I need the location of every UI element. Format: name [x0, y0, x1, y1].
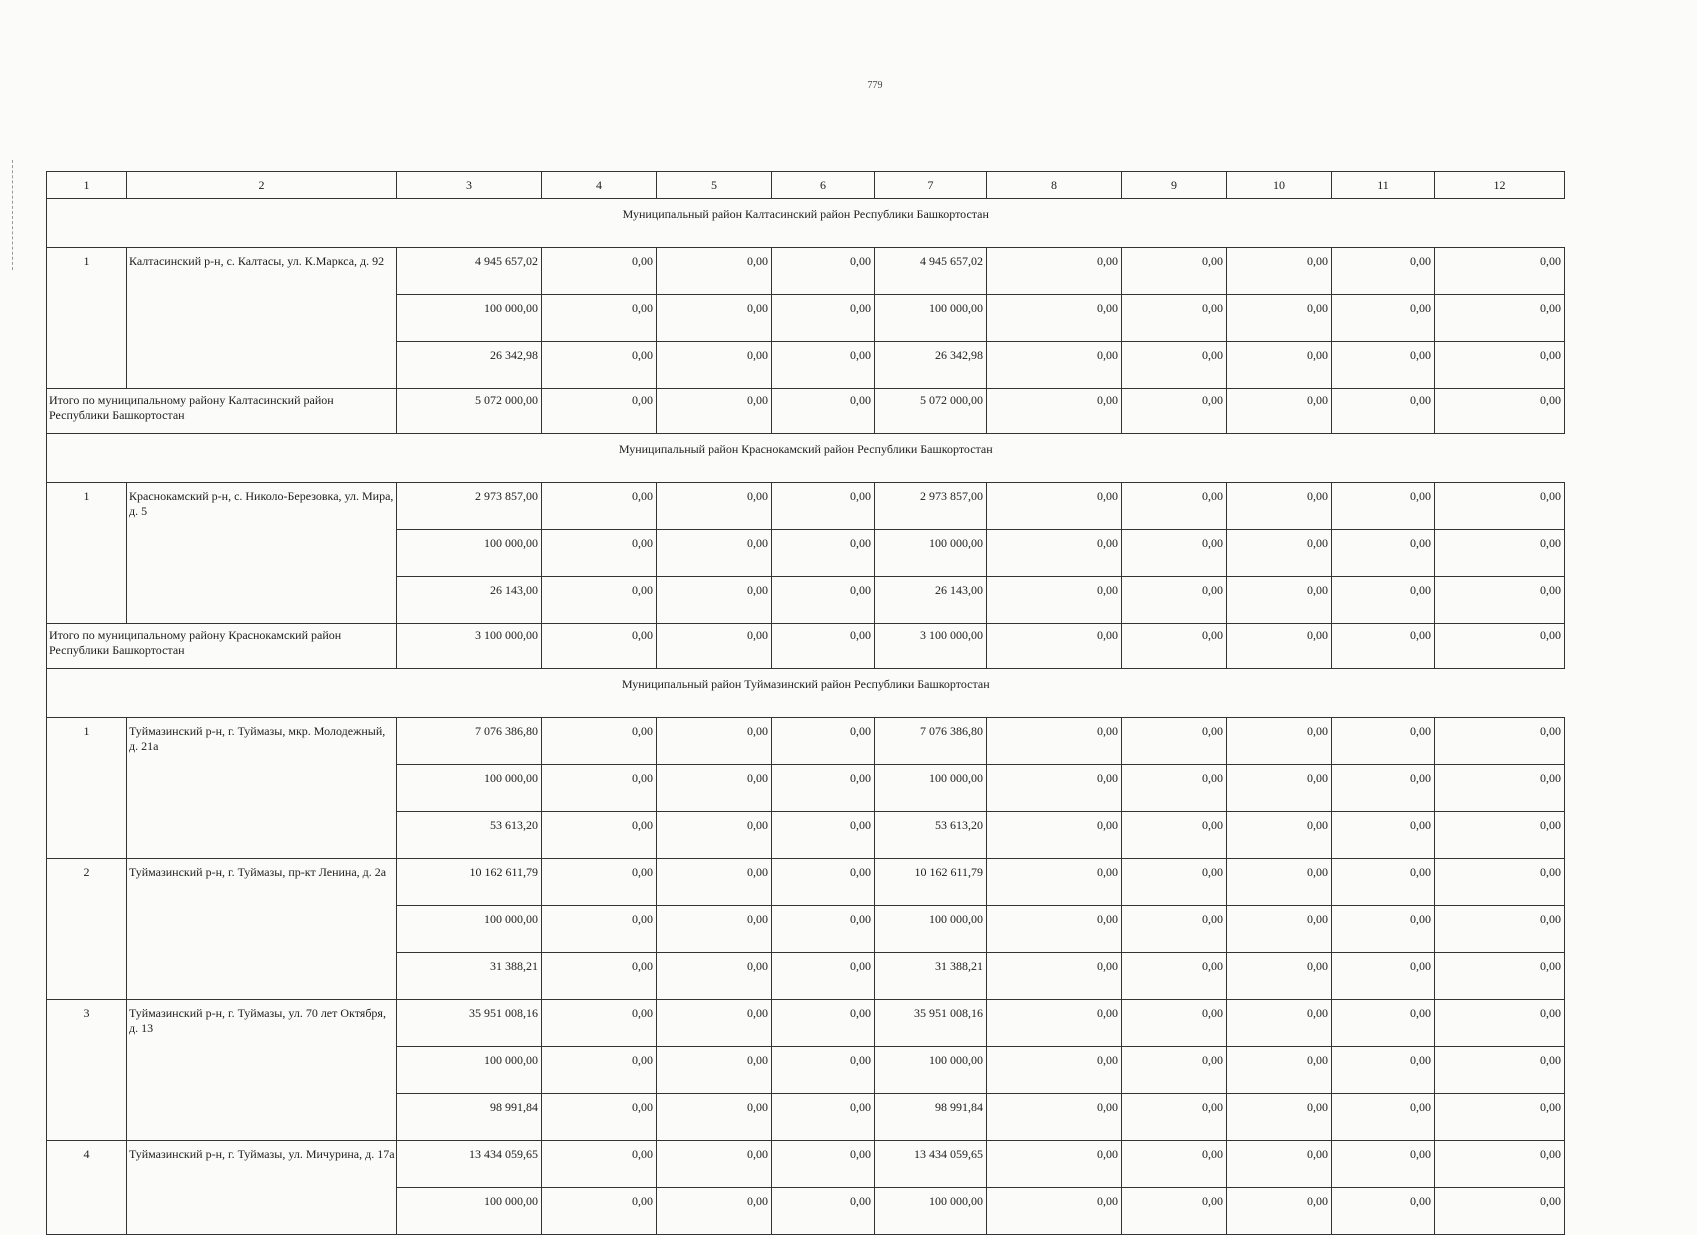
table-body: [47, 172, 1565, 1235]
amount-cell: 100 000,00: [875, 765, 987, 812]
amount-cell: 0,00: [772, 718, 875, 765]
amount-cell: 0,00: [1122, 812, 1227, 859]
amount-cell: 0,00: [987, 483, 1122, 530]
amount-cell: 0,00: [1435, 906, 1565, 953]
amount-cell: 0,00: [1227, 718, 1332, 765]
district-header-row: [47, 199, 1565, 248]
total-amount-cell: 0,00: [1332, 624, 1435, 669]
amount-cell: 13 434 059,65: [397, 1141, 542, 1188]
amount-cell: 0,00: [657, 577, 772, 624]
total-amount-cell: 0,00: [1435, 389, 1565, 434]
amount-cell: 0,00: [772, 248, 875, 295]
amount-cell: 0,00: [772, 765, 875, 812]
amount-cell: 0,00: [1122, 1141, 1227, 1188]
amount-cell: 0,00: [1332, 483, 1435, 530]
amount-cell: 10 162 611,79: [875, 859, 987, 906]
amount-cell: 0,00: [1227, 577, 1332, 624]
amount-cell: 0,00: [1227, 530, 1332, 577]
amount-cell: 0,00: [1435, 530, 1565, 577]
amount-cell: 10 162 611,79: [397, 859, 542, 906]
amount-cell: 31 388,21: [875, 953, 987, 1000]
total-amount-cell: 5 072 000,00: [875, 389, 987, 434]
amount-cell: 0,00: [542, 530, 657, 577]
amount-cell: 2 973 857,00: [397, 483, 542, 530]
object-address: Туймазинский р-н, г. Туймазы, мкр. Молодежный, д. 21а: [127, 718, 397, 859]
amount-cell: 0,00: [657, 483, 772, 530]
column-header: 6: [772, 172, 875, 199]
table-row: [47, 1000, 1565, 1047]
amount-cell: 0,00: [542, 906, 657, 953]
amount-cell: 0,00: [1122, 342, 1227, 389]
amount-cell: 0,00: [657, 953, 772, 1000]
amount-cell: 98 991,84: [875, 1094, 987, 1141]
amount-cell: 0,00: [657, 295, 772, 342]
amount-cell: 0,00: [987, 859, 1122, 906]
budget-table: [46, 171, 1565, 1235]
total-amount-cell: 0,00: [657, 389, 772, 434]
amount-cell: 0,00: [1332, 718, 1435, 765]
amount-cell: 100 000,00: [397, 765, 542, 812]
amount-cell: 0,00: [1122, 953, 1227, 1000]
district-total-row: [47, 389, 1565, 434]
amount-cell: 0,00: [1227, 1094, 1332, 1141]
amount-cell: 0,00: [772, 1047, 875, 1094]
amount-cell: 0,00: [772, 577, 875, 624]
total-amount-cell: 0,00: [1332, 389, 1435, 434]
amount-cell: 0,00: [1332, 1141, 1435, 1188]
amount-cell: 0,00: [1332, 812, 1435, 859]
amount-cell: 0,00: [542, 483, 657, 530]
total-amount-cell: 5 072 000,00: [397, 389, 542, 434]
object-address: Краснокамский р-н, с. Николо-Березовка, ул. Мира, д. 5: [127, 483, 397, 624]
amount-cell: 0,00: [1332, 859, 1435, 906]
amount-cell: 100 000,00: [875, 1047, 987, 1094]
district-header-row: [47, 669, 1565, 718]
amount-cell: 53 613,20: [397, 812, 542, 859]
amount-cell: 0,00: [542, 1000, 657, 1047]
amount-cell: 0,00: [657, 342, 772, 389]
amount-cell: 0,00: [542, 1047, 657, 1094]
amount-cell: 26 342,98: [875, 342, 987, 389]
page-number: 779: [867, 80, 883, 91]
amount-cell: 0,00: [657, 1188, 772, 1235]
amount-cell: 0,00: [1435, 483, 1565, 530]
object-address: Туймазинский р-н, г. Туймазы, пр-кт Ленина, д. 2а: [127, 859, 397, 1000]
amount-cell: 98 991,84: [397, 1094, 542, 1141]
amount-cell: 0,00: [1332, 1188, 1435, 1235]
object-number: 4: [47, 1141, 127, 1235]
amount-cell: 100 000,00: [875, 295, 987, 342]
object-number: 1: [47, 483, 127, 624]
amount-cell: 0,00: [1227, 295, 1332, 342]
amount-cell: 0,00: [657, 718, 772, 765]
amount-cell: 100 000,00: [397, 1188, 542, 1235]
scan-edge-marks: [12, 160, 15, 270]
table-row: [47, 718, 1565, 765]
district-total-label: Итого по муниципальному району Краснокамский район Республики Башкортостан: [47, 624, 397, 669]
amount-cell: 0,00: [772, 812, 875, 859]
amount-cell: 0,00: [772, 859, 875, 906]
amount-cell: 0,00: [542, 248, 657, 295]
column-header: 2: [127, 172, 397, 199]
district-title: Муниципальный район Туймазинский район Республики Башкортостан: [47, 669, 1565, 718]
amount-cell: 0,00: [1332, 530, 1435, 577]
amount-cell: 0,00: [1435, 765, 1565, 812]
table-row: [47, 483, 1565, 530]
amount-cell: 0,00: [1332, 953, 1435, 1000]
object-address: Туймазинский р-н, г. Туймазы, ул. Мичурина, д. 17а: [127, 1141, 397, 1235]
amount-cell: 100 000,00: [397, 906, 542, 953]
amount-cell: 0,00: [542, 859, 657, 906]
amount-cell: 0,00: [1332, 342, 1435, 389]
amount-cell: 0,00: [1227, 765, 1332, 812]
total-amount-cell: 3 100 000,00: [875, 624, 987, 669]
column-header: 5: [657, 172, 772, 199]
column-header: 4: [542, 172, 657, 199]
total-amount-cell: 0,00: [657, 624, 772, 669]
amount-cell: 0,00: [772, 1094, 875, 1141]
district-title: Муниципальный район Краснокамский район Республики Башкортостан: [47, 434, 1565, 483]
amount-cell: 0,00: [772, 530, 875, 577]
amount-cell: 26 143,00: [875, 577, 987, 624]
total-amount-cell: 0,00: [1122, 389, 1227, 434]
amount-cell: 0,00: [1332, 765, 1435, 812]
amount-cell: 0,00: [542, 1141, 657, 1188]
amount-cell: 0,00: [987, 577, 1122, 624]
amount-cell: 0,00: [1227, 342, 1332, 389]
amount-cell: 0,00: [657, 1000, 772, 1047]
total-amount-cell: 0,00: [542, 624, 657, 669]
object-number: 3: [47, 1000, 127, 1141]
column-header: 9: [1122, 172, 1227, 199]
amount-cell: 0,00: [987, 718, 1122, 765]
district-total-label: Итого по муниципальному району Калтасинский район Республики Башкортостан: [47, 389, 397, 434]
amount-cell: 0,00: [657, 248, 772, 295]
amount-cell: 0,00: [987, 906, 1122, 953]
object-number: 1: [47, 248, 127, 389]
district-header-row: [47, 434, 1565, 483]
amount-cell: 0,00: [1435, 1000, 1565, 1047]
amount-cell: 0,00: [1227, 1000, 1332, 1047]
amount-cell: 0,00: [1227, 812, 1332, 859]
amount-cell: 0,00: [1122, 1000, 1227, 1047]
amount-cell: 0,00: [1227, 1047, 1332, 1094]
total-amount-cell: 0,00: [772, 389, 875, 434]
amount-cell: 0,00: [657, 1094, 772, 1141]
amount-cell: 0,00: [1332, 1047, 1435, 1094]
amount-cell: 0,00: [1227, 906, 1332, 953]
amount-cell: 0,00: [772, 906, 875, 953]
amount-cell: 0,00: [1332, 906, 1435, 953]
amount-cell: 0,00: [987, 812, 1122, 859]
total-amount-cell: 0,00: [1227, 389, 1332, 434]
amount-cell: 0,00: [987, 1188, 1122, 1235]
amount-cell: 0,00: [987, 1047, 1122, 1094]
column-header: 8: [987, 172, 1122, 199]
amount-cell: 35 951 008,16: [875, 1000, 987, 1047]
column-header: 7: [875, 172, 987, 199]
amount-cell: 0,00: [657, 812, 772, 859]
amount-cell: 13 434 059,65: [875, 1141, 987, 1188]
table-row: [47, 859, 1565, 906]
total-amount-cell: 0,00: [1435, 624, 1565, 669]
amount-cell: 0,00: [542, 1188, 657, 1235]
amount-cell: 0,00: [1435, 342, 1565, 389]
amount-cell: 0,00: [542, 953, 657, 1000]
amount-cell: 100 000,00: [397, 1047, 542, 1094]
amount-cell: 35 951 008,16: [397, 1000, 542, 1047]
amount-cell: 0,00: [1122, 1094, 1227, 1141]
amount-cell: 2 973 857,00: [875, 483, 987, 530]
column-number-row: [47, 172, 1565, 199]
amount-cell: 0,00: [1122, 718, 1227, 765]
amount-cell: 0,00: [542, 1094, 657, 1141]
object-number: 2: [47, 859, 127, 1000]
amount-cell: 0,00: [772, 1000, 875, 1047]
amount-cell: 31 388,21: [397, 953, 542, 1000]
total-amount-cell: 0,00: [772, 624, 875, 669]
amount-cell: 0,00: [987, 248, 1122, 295]
amount-cell: 53 613,20: [875, 812, 987, 859]
total-amount-cell: 0,00: [1122, 624, 1227, 669]
amount-cell: 0,00: [1122, 295, 1227, 342]
amount-cell: 0,00: [542, 295, 657, 342]
amount-cell: 0,00: [1122, 248, 1227, 295]
amount-cell: 26 143,00: [397, 577, 542, 624]
amount-cell: 0,00: [1122, 483, 1227, 530]
amount-cell: 0,00: [1332, 577, 1435, 624]
amount-cell: 0,00: [1332, 295, 1435, 342]
object-address: Туймазинский р-н, г. Туймазы, ул. 70 лет Октября, д. 13: [127, 1000, 397, 1141]
amount-cell: 0,00: [1122, 530, 1227, 577]
amount-cell: 4 945 657,02: [397, 248, 542, 295]
amount-cell: 0,00: [657, 859, 772, 906]
amount-cell: 0,00: [1435, 812, 1565, 859]
amount-cell: 0,00: [1435, 859, 1565, 906]
amount-cell: 0,00: [1332, 1000, 1435, 1047]
amount-cell: 0,00: [657, 1047, 772, 1094]
total-amount-cell: 0,00: [1227, 624, 1332, 669]
object-number: 1: [47, 718, 127, 859]
amount-cell: 0,00: [1435, 248, 1565, 295]
amount-cell: 0,00: [987, 765, 1122, 812]
amount-cell: 0,00: [772, 483, 875, 530]
amount-cell: 0,00: [772, 953, 875, 1000]
amount-cell: 100 000,00: [397, 530, 542, 577]
amount-cell: 4 945 657,02: [875, 248, 987, 295]
amount-cell: 0,00: [1227, 1188, 1332, 1235]
total-amount-cell: 0,00: [542, 389, 657, 434]
column-header: 1: [47, 172, 127, 199]
amount-cell: 0,00: [987, 295, 1122, 342]
amount-cell: 0,00: [1227, 1141, 1332, 1188]
table-row: [47, 1141, 1565, 1188]
amount-cell: 0,00: [657, 530, 772, 577]
amount-cell: 0,00: [1122, 1047, 1227, 1094]
amount-cell: 26 342,98: [397, 342, 542, 389]
amount-cell: 7 076 386,80: [875, 718, 987, 765]
amount-cell: 0,00: [657, 906, 772, 953]
amount-cell: 0,00: [542, 812, 657, 859]
amount-cell: 0,00: [1122, 765, 1227, 812]
total-amount-cell: 0,00: [987, 389, 1122, 434]
column-header: 12: [1435, 172, 1565, 199]
amount-cell: 0,00: [1435, 577, 1565, 624]
amount-cell: 0,00: [1122, 577, 1227, 624]
amount-cell: 0,00: [772, 1141, 875, 1188]
total-amount-cell: 0,00: [987, 624, 1122, 669]
amount-cell: 0,00: [772, 295, 875, 342]
column-header: 3: [397, 172, 542, 199]
amount-cell: 100 000,00: [875, 530, 987, 577]
amount-cell: 0,00: [1435, 718, 1565, 765]
amount-cell: 0,00: [987, 1000, 1122, 1047]
amount-cell: 0,00: [1227, 483, 1332, 530]
amount-cell: 100 000,00: [397, 295, 542, 342]
amount-cell: 0,00: [1122, 906, 1227, 953]
amount-cell: 0,00: [772, 342, 875, 389]
amount-cell: 0,00: [1435, 295, 1565, 342]
amount-cell: 0,00: [987, 1141, 1122, 1188]
amount-cell: 0,00: [1122, 859, 1227, 906]
amount-cell: 0,00: [987, 1094, 1122, 1141]
amount-cell: 0,00: [542, 577, 657, 624]
amount-cell: 100 000,00: [875, 906, 987, 953]
amount-cell: 0,00: [987, 342, 1122, 389]
total-amount-cell: 3 100 000,00: [397, 624, 542, 669]
amount-cell: 0,00: [1332, 1094, 1435, 1141]
column-header: 10: [1227, 172, 1332, 199]
amount-cell: 0,00: [657, 1141, 772, 1188]
district-title: Муниципальный район Калтасинский район Республики Башкортостан: [47, 199, 1565, 248]
amount-cell: 0,00: [542, 718, 657, 765]
amount-cell: 0,00: [1435, 1094, 1565, 1141]
district-total-row: [47, 624, 1565, 669]
amount-cell: 0,00: [657, 765, 772, 812]
amount-cell: 7 076 386,80: [397, 718, 542, 765]
amount-cell: 100 000,00: [875, 1188, 987, 1235]
amount-cell: 0,00: [1122, 1188, 1227, 1235]
amount-cell: 0,00: [542, 765, 657, 812]
amount-cell: 0,00: [1227, 953, 1332, 1000]
amount-cell: 0,00: [1435, 1047, 1565, 1094]
object-address: Калтасинский р-н, с. Калтасы, ул. К.Маркса, д. 92: [127, 248, 397, 389]
amount-cell: 0,00: [1435, 1188, 1565, 1235]
amount-cell: 0,00: [772, 1188, 875, 1235]
amount-cell: 0,00: [987, 953, 1122, 1000]
amount-cell: 0,00: [1332, 248, 1435, 295]
amount-cell: 0,00: [542, 342, 657, 389]
amount-cell: 0,00: [1435, 1141, 1565, 1188]
table-row: [47, 248, 1565, 295]
column-header: 11: [1332, 172, 1435, 199]
amount-cell: 0,00: [1227, 248, 1332, 295]
amount-cell: 0,00: [987, 530, 1122, 577]
amount-cell: 0,00: [1435, 953, 1565, 1000]
amount-cell: 0,00: [1227, 859, 1332, 906]
